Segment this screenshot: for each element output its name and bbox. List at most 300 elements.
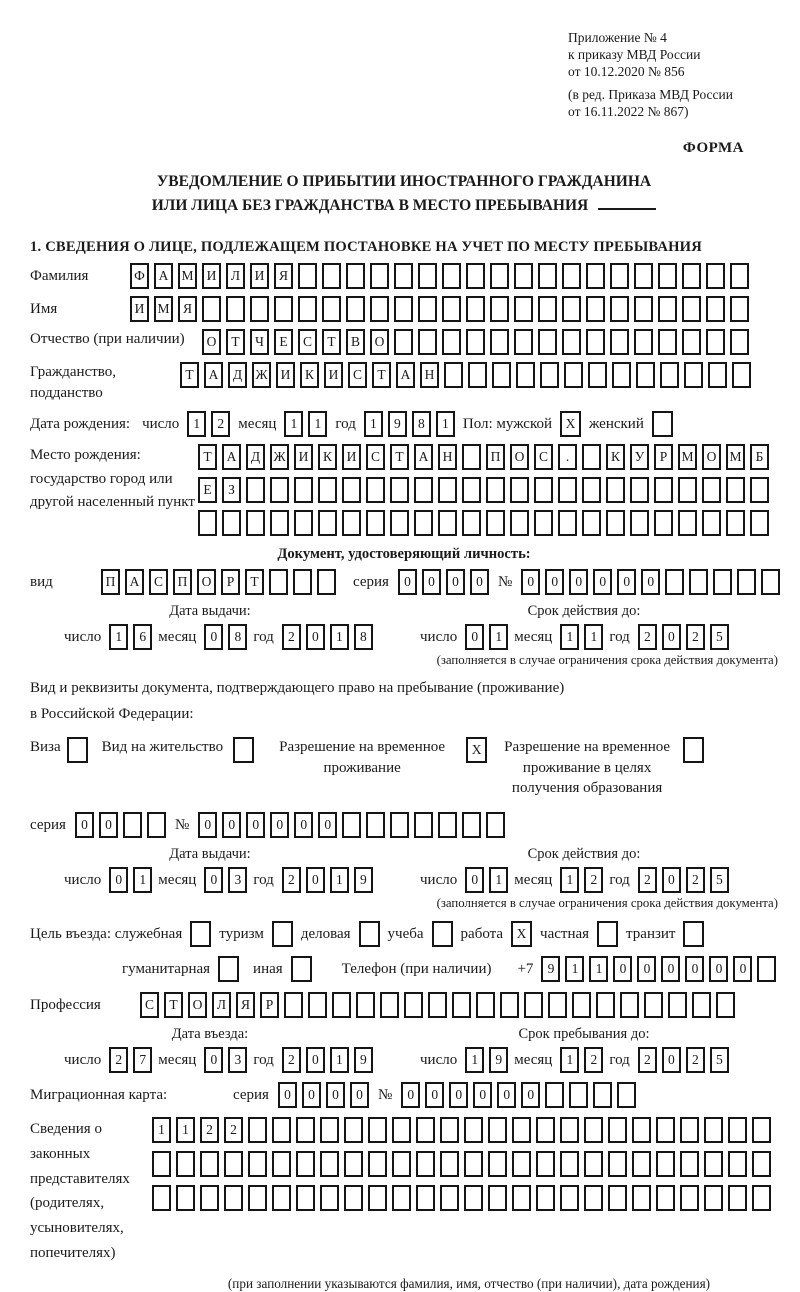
char-cell[interactable]: И [276,362,295,388]
id-doc-issue-month-input[interactable] [204,624,247,650]
char-cell[interactable] [342,510,361,536]
char-cell[interactable] [392,1151,411,1177]
char-cell[interactable] [632,1117,651,1143]
char-cell[interactable]: 1 [489,624,508,650]
char-cell[interactable] [560,1185,579,1211]
char-cell[interactable]: 0 [569,569,588,595]
char-cell[interactable] [538,329,557,355]
char-cell[interactable] [584,1185,603,1211]
char-cell[interactable]: 2 [584,867,603,893]
char-cell[interactable] [620,992,639,1018]
char-cell[interactable] [572,992,591,1018]
migration-card-series-input[interactable] [278,1082,369,1108]
char-cell[interactable]: О [510,444,529,470]
char-cell[interactable]: И [294,444,313,470]
char-cell[interactable] [250,296,269,322]
birth-year-input[interactable] [364,411,455,437]
char-cell[interactable]: 0 [422,569,441,595]
char-cell[interactable] [294,510,313,536]
char-cell[interactable]: 0 [545,569,564,595]
char-cell[interactable] [464,1185,483,1211]
char-cell[interactable]: Р [260,992,279,1018]
char-cell[interactable]: 1 [133,867,152,893]
char-cell[interactable]: К [300,362,319,388]
char-cell[interactable] [582,510,601,536]
entry-day-input[interactable] [109,1047,152,1073]
char-cell[interactable] [442,329,461,355]
char-cell[interactable] [610,296,629,322]
char-cell[interactable]: 0 [685,956,704,982]
char-cell[interactable] [272,1117,291,1143]
char-cell[interactable] [392,1117,411,1143]
char-cell[interactable] [322,263,341,289]
char-cell[interactable] [682,329,701,355]
char-cell[interactable]: 2 [686,624,705,650]
char-cell[interactable]: 0 [449,1082,468,1108]
char-cell[interactable]: 0 [709,956,728,982]
char-cell[interactable]: В [346,329,365,355]
char-cell[interactable] [536,1151,555,1177]
char-cell[interactable] [678,510,697,536]
char-cell[interactable]: 0 [75,812,94,838]
char-cell[interactable]: 0 [306,624,325,650]
char-cell[interactable]: 0 [497,1082,516,1108]
char-cell[interactable] [416,1117,435,1143]
char-cell[interactable] [512,1117,531,1143]
char-cell[interactable] [704,1185,723,1211]
char-cell[interactable]: 2 [211,411,230,437]
char-cell[interactable] [488,1151,507,1177]
char-cell[interactable] [152,1185,171,1211]
char-cell[interactable]: Т [180,362,199,388]
char-cell[interactable]: 0 [733,956,752,982]
char-cell[interactable] [404,992,423,1018]
char-cell[interactable] [440,1151,459,1177]
birth-day-input[interactable] [187,411,230,437]
char-cell[interactable] [462,812,481,838]
stay-doc-issue-day-input[interactable] [109,867,152,893]
char-cell[interactable]: 0 [270,812,289,838]
patronymic-input[interactable] [202,329,749,355]
char-cell[interactable]: О [370,329,389,355]
char-cell[interactable] [737,569,756,595]
char-cell[interactable] [346,263,365,289]
char-cell[interactable]: 2 [638,624,657,650]
char-cell[interactable] [636,362,655,388]
char-cell[interactable] [682,263,701,289]
char-cell[interactable] [464,1117,483,1143]
char-cell[interactable] [488,1117,507,1143]
char-cell[interactable]: 1 [330,1047,349,1073]
char-cell[interactable] [510,477,529,503]
char-cell[interactable]: 5 [710,867,729,893]
char-cell[interactable]: И [202,263,221,289]
char-cell[interactable]: 2 [638,867,657,893]
char-cell[interactable] [630,477,649,503]
char-cell[interactable] [702,510,721,536]
char-cell[interactable] [226,296,245,322]
char-cell[interactable] [728,1117,747,1143]
char-cell[interactable] [545,1082,564,1108]
char-cell[interactable] [510,510,529,536]
char-cell[interactable] [466,263,485,289]
stay-doc-valid-month-input[interactable] [560,867,603,893]
char-cell[interactable]: 0 [425,1082,444,1108]
char-cell[interactable] [486,510,505,536]
char-cell[interactable]: 9 [541,956,560,982]
char-cell[interactable] [246,477,265,503]
char-cell[interactable]: Я [236,992,255,1018]
char-cell[interactable]: 0 [204,1047,223,1073]
char-cell[interactable]: 9 [354,1047,373,1073]
char-cell[interactable] [540,362,559,388]
char-cell[interactable] [665,569,684,595]
char-cell[interactable] [730,329,749,355]
phone-input[interactable] [541,956,776,982]
char-cell[interactable] [320,1117,339,1143]
id-doc-issue-year-input[interactable] [282,624,373,650]
char-cell[interactable] [200,1185,219,1211]
char-cell[interactable] [202,296,221,322]
char-cell[interactable] [294,477,313,503]
char-cell[interactable] [680,1185,699,1211]
char-cell[interactable]: 1 [308,411,327,437]
stay-doc-number-input[interactable] [198,812,505,838]
char-cell[interactable] [692,992,711,1018]
char-cell[interactable] [716,992,735,1018]
char-cell[interactable]: 0 [593,569,612,595]
char-cell[interactable] [608,1185,627,1211]
char-cell[interactable]: 0 [446,569,465,595]
visa-checkbox[interactable] [67,737,88,763]
char-cell[interactable] [200,1151,219,1177]
char-cell[interactable] [418,296,437,322]
char-cell[interactable]: 0 [278,1082,297,1108]
purpose-business-checkbox[interactable] [359,921,380,947]
gender-male-checkbox[interactable]: X [560,411,581,437]
char-cell[interactable] [660,362,679,388]
char-cell[interactable] [416,1185,435,1211]
char-cell[interactable]: 0 [306,867,325,893]
char-cell[interactable]: И [342,444,361,470]
char-cell[interactable] [438,510,457,536]
char-cell[interactable] [440,1185,459,1211]
char-cell[interactable]: 0 [465,624,484,650]
char-cell[interactable] [176,1151,195,1177]
char-cell[interactable] [490,263,509,289]
char-cell[interactable] [414,510,433,536]
char-cell[interactable]: Т [372,362,391,388]
char-cell[interactable] [632,1185,651,1211]
char-cell[interactable]: . [558,444,577,470]
char-cell[interactable]: 2 [224,1117,243,1143]
char-cell[interactable]: 1 [560,1047,579,1073]
char-cell[interactable] [560,1117,579,1143]
char-cell[interactable] [656,1185,675,1211]
char-cell[interactable] [272,1185,291,1211]
char-cell[interactable]: 1 [489,867,508,893]
char-cell[interactable]: Д [246,444,265,470]
char-cell[interactable]: Е [198,477,217,503]
stay-until-day-input[interactable] [465,1047,508,1073]
char-cell[interactable] [564,362,583,388]
char-cell[interactable]: С [348,362,367,388]
legal-reps-line1-input[interactable] [152,1117,771,1143]
char-cell[interactable]: 0 [473,1082,492,1108]
char-cell[interactable] [713,569,732,595]
char-cell[interactable] [296,1151,315,1177]
char-cell[interactable] [512,1185,531,1211]
birth-place-line1-input[interactable] [198,444,769,470]
char-cell[interactable] [274,296,293,322]
char-cell[interactable]: Ж [270,444,289,470]
birth-month-input[interactable] [284,411,327,437]
char-cell[interactable] [344,1117,363,1143]
char-cell[interactable]: Н [438,444,457,470]
char-cell[interactable] [466,296,485,322]
entry-year-input[interactable] [282,1047,373,1073]
char-cell[interactable] [269,569,288,595]
char-cell[interactable] [750,477,769,503]
char-cell[interactable] [298,263,317,289]
gender-female-checkbox[interactable] [652,411,673,437]
char-cell[interactable] [392,1185,411,1211]
char-cell[interactable] [123,812,142,838]
char-cell[interactable]: С [366,444,385,470]
char-cell[interactable] [558,477,577,503]
stay-doc-valid-day-input[interactable] [465,867,508,893]
birth-place-line2-input[interactable] [198,477,769,503]
char-cell[interactable] [752,1117,771,1143]
char-cell[interactable] [380,992,399,1018]
char-cell[interactable] [586,263,605,289]
char-cell[interactable] [654,510,673,536]
char-cell[interactable] [538,263,557,289]
char-cell[interactable] [486,812,505,838]
char-cell[interactable] [342,812,361,838]
char-cell[interactable]: 0 [401,1082,420,1108]
char-cell[interactable] [342,477,361,503]
char-cell[interactable]: Р [654,444,673,470]
id-doc-number-input[interactable] [521,569,780,595]
char-cell[interactable]: Т [198,444,217,470]
char-cell[interactable]: Ф [130,263,149,289]
char-cell[interactable] [534,510,553,536]
char-cell[interactable] [610,263,629,289]
char-cell[interactable] [514,329,533,355]
char-cell[interactable] [752,1185,771,1211]
char-cell[interactable]: 0 [326,1082,345,1108]
char-cell[interactable]: С [534,444,553,470]
char-cell[interactable]: 0 [398,569,417,595]
char-cell[interactable] [750,510,769,536]
char-cell[interactable]: 2 [282,624,301,650]
char-cell[interactable]: С [298,329,317,355]
char-cell[interactable]: 0 [99,812,118,838]
given-name-input[interactable] [130,296,749,322]
char-cell[interactable]: Я [274,263,293,289]
id-doc-valid-day-input[interactable] [465,624,508,650]
id-doc-valid-year-input[interactable] [638,624,729,650]
char-cell[interactable]: М [678,444,697,470]
char-cell[interactable] [548,992,567,1018]
purpose-humanitarian-checkbox[interactable] [218,956,239,982]
char-cell[interactable]: 6 [133,624,152,650]
char-cell[interactable]: 0 [521,569,540,595]
id-doc-kind-input[interactable] [101,569,336,595]
char-cell[interactable] [560,1151,579,1177]
char-cell[interactable] [608,1117,627,1143]
char-cell[interactable] [308,992,327,1018]
purpose-study-checkbox[interactable] [432,921,453,947]
char-cell[interactable]: 0 [661,956,680,982]
temp-residence-checkbox[interactable]: X [466,737,487,763]
char-cell[interactable]: 0 [204,624,223,650]
entry-month-input[interactable] [204,1047,247,1073]
char-cell[interactable]: О [202,329,221,355]
char-cell[interactable] [390,510,409,536]
migration-card-number-input[interactable] [401,1082,636,1108]
char-cell[interactable] [684,362,703,388]
purpose-official-checkbox[interactable] [190,921,211,947]
char-cell[interactable]: С [149,569,168,595]
char-cell[interactable] [176,1185,195,1211]
char-cell[interactable] [442,263,461,289]
char-cell[interactable]: 1 [436,411,455,437]
char-cell[interactable] [706,296,725,322]
char-cell[interactable] [689,569,708,595]
stay-until-month-input[interactable] [560,1047,603,1073]
char-cell[interactable]: А [204,362,223,388]
purpose-transit-checkbox[interactable] [683,921,704,947]
char-cell[interactable] [726,510,745,536]
char-cell[interactable]: 0 [465,867,484,893]
char-cell[interactable] [668,992,687,1018]
char-cell[interactable] [466,329,485,355]
char-cell[interactable]: 1 [176,1117,195,1143]
char-cell[interactable]: М [154,296,173,322]
char-cell[interactable]: 0 [637,956,656,982]
char-cell[interactable] [344,1185,363,1211]
char-cell[interactable]: Л [212,992,231,1018]
char-cell[interactable]: 2 [282,867,301,893]
char-cell[interactable] [464,1151,483,1177]
char-cell[interactable]: 9 [388,411,407,437]
char-cell[interactable]: А [396,362,415,388]
char-cell[interactable]: 0 [613,956,632,982]
char-cell[interactable] [610,329,629,355]
char-cell[interactable] [490,329,509,355]
char-cell[interactable]: 1 [284,411,303,437]
stay-doc-series-input[interactable] [75,812,166,838]
char-cell[interactable] [593,1082,612,1108]
char-cell[interactable] [682,296,701,322]
char-cell[interactable]: 0 [302,1082,321,1108]
char-cell[interactable] [318,510,337,536]
char-cell[interactable] [634,296,653,322]
char-cell[interactable] [418,263,437,289]
char-cell[interactable]: М [178,263,197,289]
char-cell[interactable] [486,477,505,503]
char-cell[interactable]: 0 [350,1082,369,1108]
char-cell[interactable]: 3 [228,1047,247,1073]
char-cell[interactable]: 0 [641,569,660,595]
char-cell[interactable] [708,362,727,388]
char-cell[interactable] [428,992,447,1018]
profession-input[interactable] [140,992,735,1018]
char-cell[interactable] [438,477,457,503]
char-cell[interactable] [317,569,336,595]
char-cell[interactable] [414,477,433,503]
purpose-private-checkbox[interactable] [597,921,618,947]
char-cell[interactable]: К [606,444,625,470]
char-cell[interactable]: 5 [710,624,729,650]
purpose-work-checkbox[interactable]: X [511,921,532,947]
char-cell[interactable] [284,992,303,1018]
char-cell[interactable] [452,992,471,1018]
char-cell[interactable] [442,296,461,322]
char-cell[interactable]: 8 [228,624,247,650]
char-cell[interactable] [728,1185,747,1211]
char-cell[interactable] [322,296,341,322]
char-cell[interactable]: М [726,444,745,470]
char-cell[interactable]: 0 [662,867,681,893]
legal-reps-line2-input[interactable] [152,1151,771,1177]
residence-permit-checkbox[interactable] [233,737,254,763]
char-cell[interactable]: Т [164,992,183,1018]
char-cell[interactable] [582,444,601,470]
char-cell[interactable] [462,510,481,536]
char-cell[interactable]: К [318,444,337,470]
char-cell[interactable] [346,296,365,322]
char-cell[interactable]: Т [322,329,341,355]
char-cell[interactable]: И [324,362,343,388]
stay-doc-issue-year-input[interactable] [282,867,373,893]
char-cell[interactable]: Ж [252,362,271,388]
char-cell[interactable] [500,992,519,1018]
char-cell[interactable] [678,477,697,503]
char-cell[interactable]: Б [750,444,769,470]
char-cell[interactable]: Н [420,362,439,388]
char-cell[interactable] [198,510,217,536]
char-cell[interactable] [390,812,409,838]
char-cell[interactable]: Т [390,444,409,470]
char-cell[interactable] [476,992,495,1018]
char-cell[interactable] [418,329,437,355]
char-cell[interactable] [222,510,241,536]
char-cell[interactable] [588,362,607,388]
id-doc-issue-day-input[interactable] [109,624,152,650]
char-cell[interactable] [728,1151,747,1177]
char-cell[interactable]: 8 [412,411,431,437]
char-cell[interactable] [394,296,413,322]
char-cell[interactable]: 2 [282,1047,301,1073]
stay-until-year-input[interactable] [638,1047,729,1073]
char-cell[interactable]: О [702,444,721,470]
char-cell[interactable] [368,1185,387,1211]
char-cell[interactable]: 3 [228,867,247,893]
char-cell[interactable] [656,1117,675,1143]
char-cell[interactable] [558,510,577,536]
char-cell[interactable] [298,296,317,322]
purpose-other-checkbox[interactable] [291,956,312,982]
stay-doc-valid-year-input[interactable] [638,867,729,893]
char-cell[interactable] [462,444,481,470]
char-cell[interactable] [248,1151,267,1177]
char-cell[interactable]: 0 [198,812,217,838]
char-cell[interactable] [462,477,481,503]
char-cell[interactable] [658,296,677,322]
